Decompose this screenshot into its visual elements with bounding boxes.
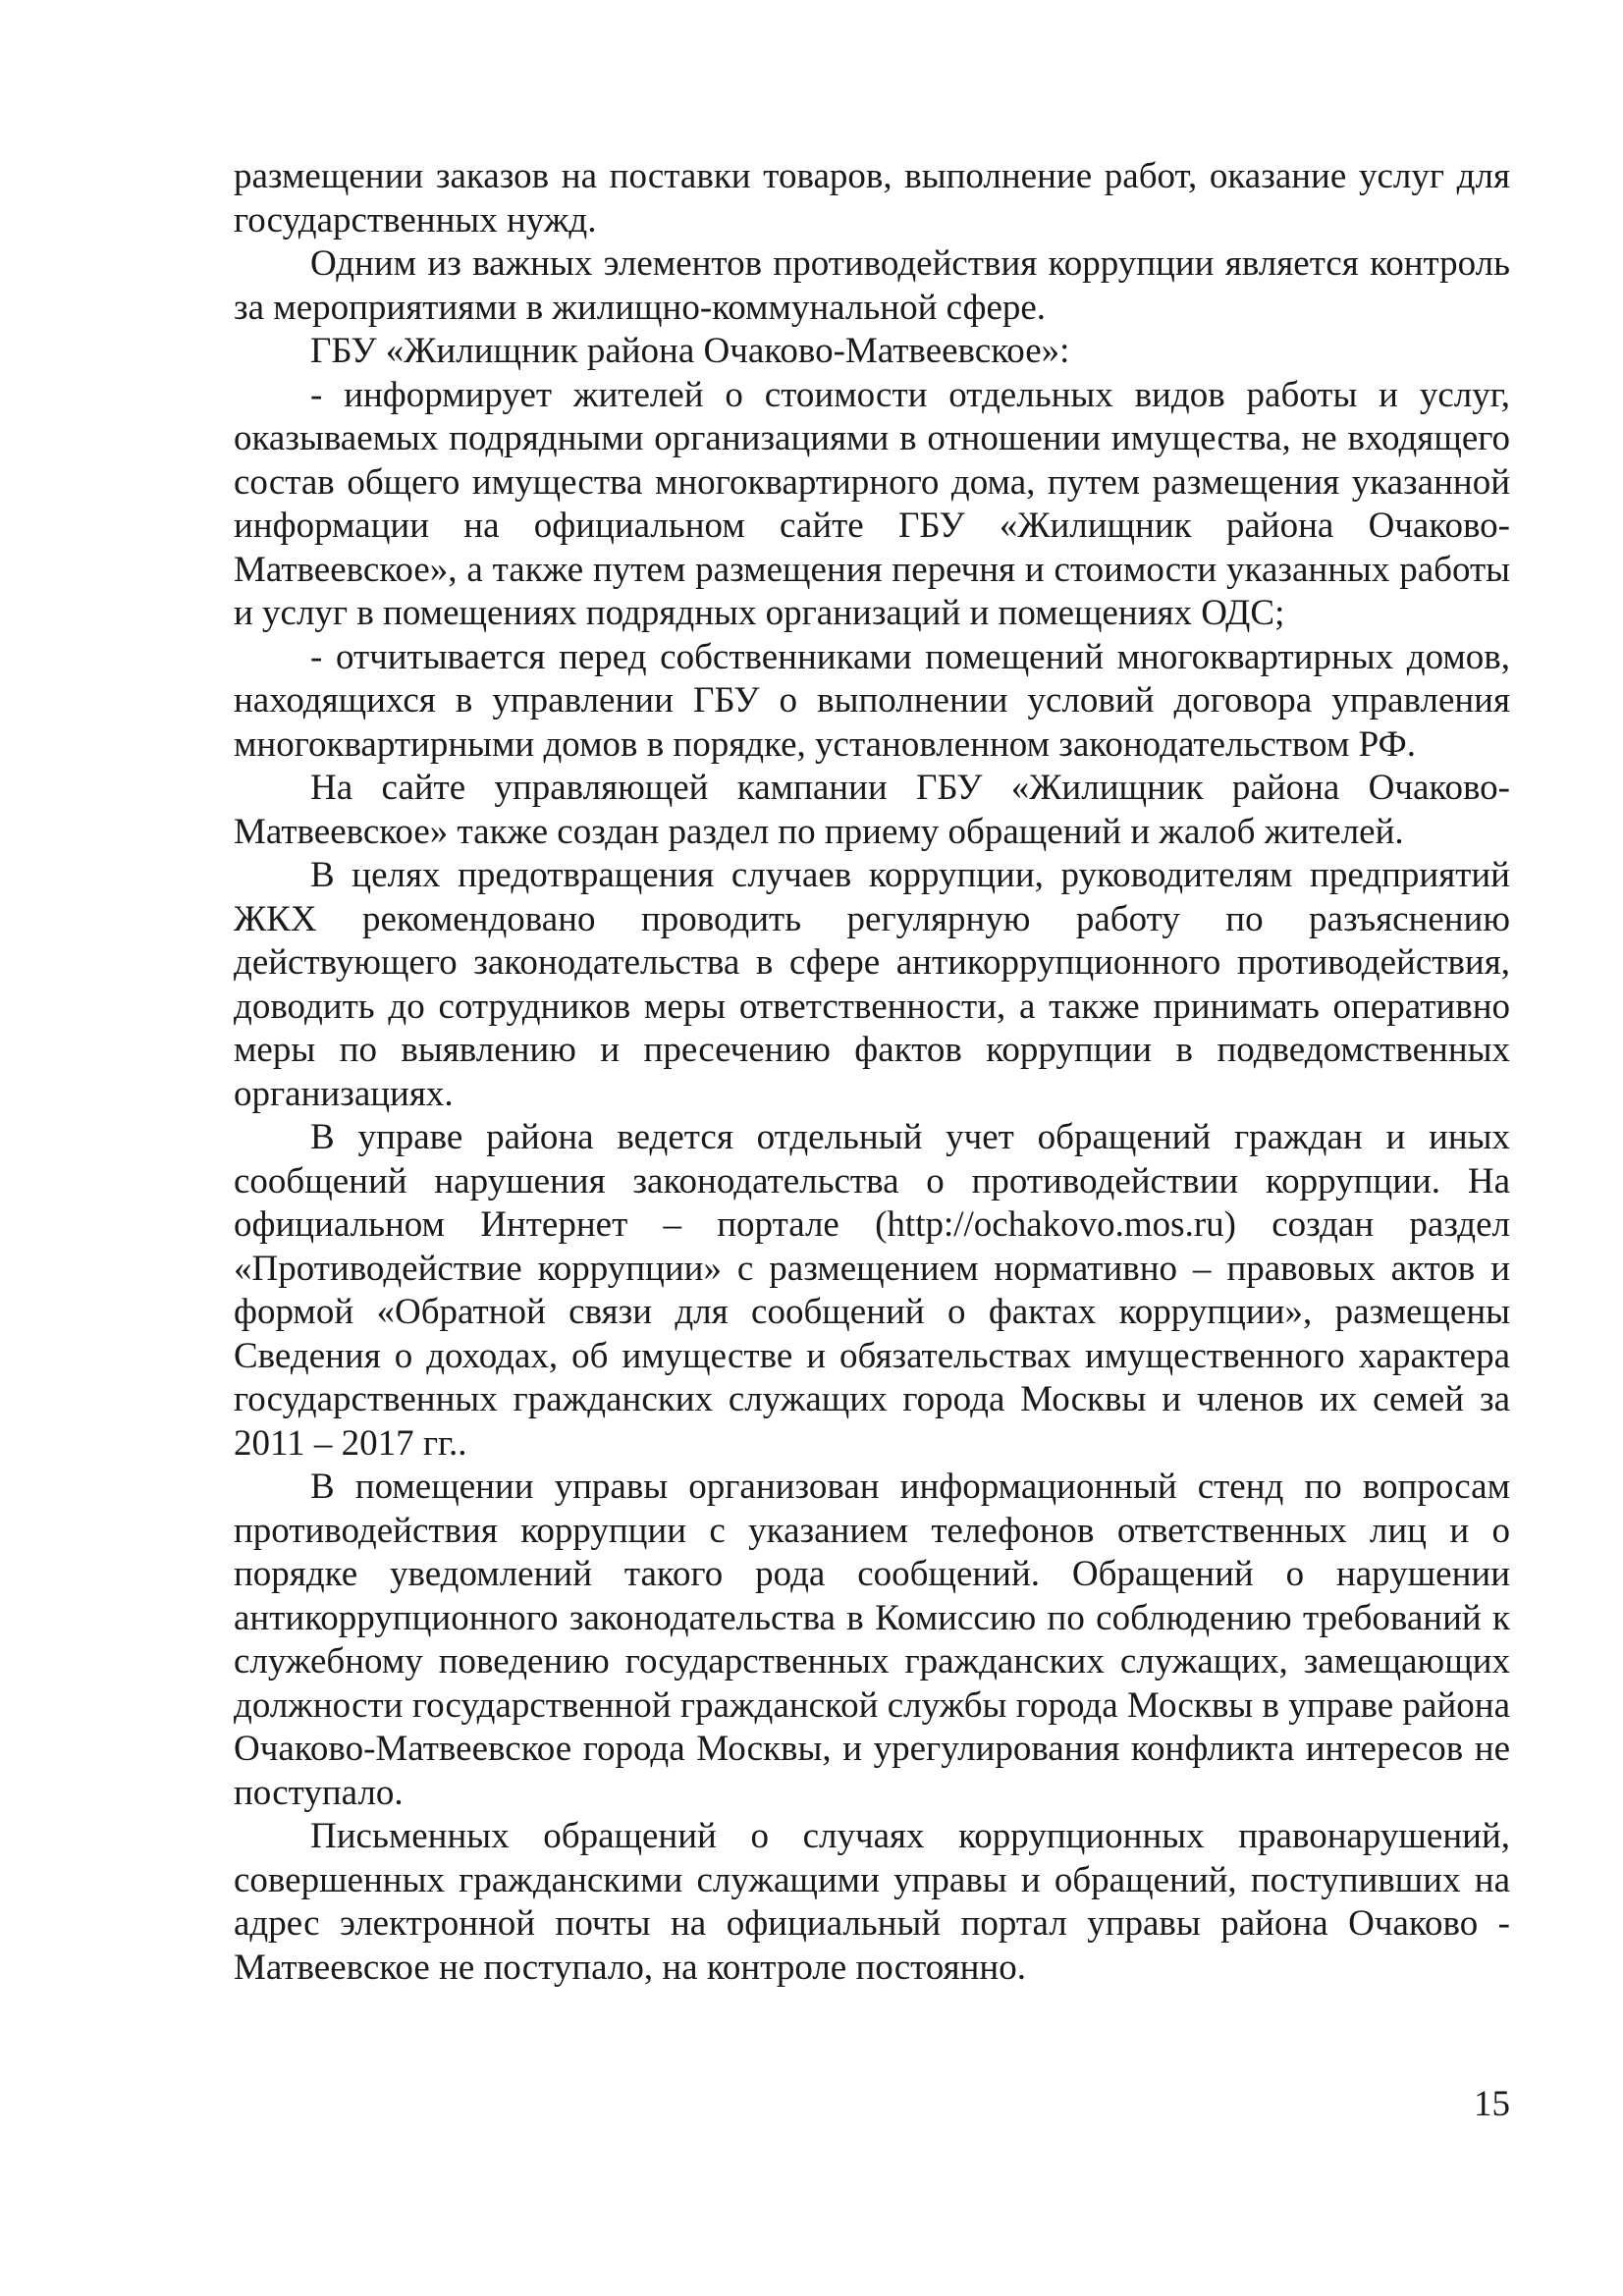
paragraph-6: На сайте управляющей кампании ГБУ «Жилищник района Очаково-Матвеевское» также создан раздел по приему обращений и жалоб жителей. [234,768,1510,852]
paragraph-1: размещении заказов на поставки товаров, выполнение работ, оказание услуг для государственных нужд. [234,156,1510,240]
paragraph-9: В помещении управы организован информационный стенд по вопросам противодействия коррупции с указанием телефонов ответственных лиц и о порядке уведомлений такого рода сообщений. Обращений о нарушении антикоррупционного законодательства в Комиссию по соблюдению требований к служебному поведению государственных гражданских служащих, замещающих должности государственной гражданской службы города Москвы в управе района Очаково-Матвеевское города Москвы, и урегулирования конфликта интересов не поступало. [234,1467,1510,1813]
paragraph-10: Письменных обращений о случаях коррупционных правонарушений, совершенных гражданскими служащими управы и обращений, поступивших на адрес электронной почты на официальный портал управы района Очаково - Матвеевское не поступало, на контроле постоянно. [234,1816,1510,1988]
paragraph-2: Одним из важных элементов противодействия коррупции является контроль за мероприятиями в жилищно-коммунальной сфере. [234,243,1510,328]
paragraph-4: - информирует жителей о стоимости отдельных видов работы и услуг, оказываемых подрядными организациями в отношении имущества, не входящего состав общего имущества многоквартирного дома, путем размещения указанной информации на официальном сайте ГБУ «Жилищник района Очаково-Матвеевское», а также путем размещения перечня и стоимости указанных работы и услуг в помещениях подрядных организаций и помещениях ОДС; [234,374,1510,633]
paragraph-3: ГБУ «Жилищник района Очаково-Матвеевское»: [310,331,1070,371]
page-number: 15 [1474,2084,1510,2124]
body-text [234,155,1510,1990]
paragraph-7: В целях предотвращения случаев коррупции, руководителям предприятий ЖКХ рекомендовано проводить регулярную работу по разъяснению действующего законодательства в сфере антикоррупционного противодействия, доводить до сотрудников меры ответственности, а также принимать оперативно меры по выявлению и пресечению фактов коррупции в подведомственных организациях. [234,855,1510,1114]
paragraph-5: - отчитывается перед собственниками помещений многоквартирных домов, находящихся в управлении ГБУ о выполнении условий договора управления многоквартирными домов в порядке, установленном законодательством РФ. [234,636,1510,765]
paragraph-8: В управе района ведется отдельный учет обращений граждан и иных сообщений нарушения законодательства о противодействии коррупции. На официальном Интернет – портале (http://ochakovo.mos.ru) создан раздел «Противодействие коррупции» с размещением нормативно – правовых актов и формой «Обратной связи для сообщений о фактах коррупции», размещены Сведения о доходах, об имуществе и обязательствах имущественного характера государственных гражданских служащих города Москвы и членов их семей за 2011 – 2017 гг.. [234,1117,1510,1464]
